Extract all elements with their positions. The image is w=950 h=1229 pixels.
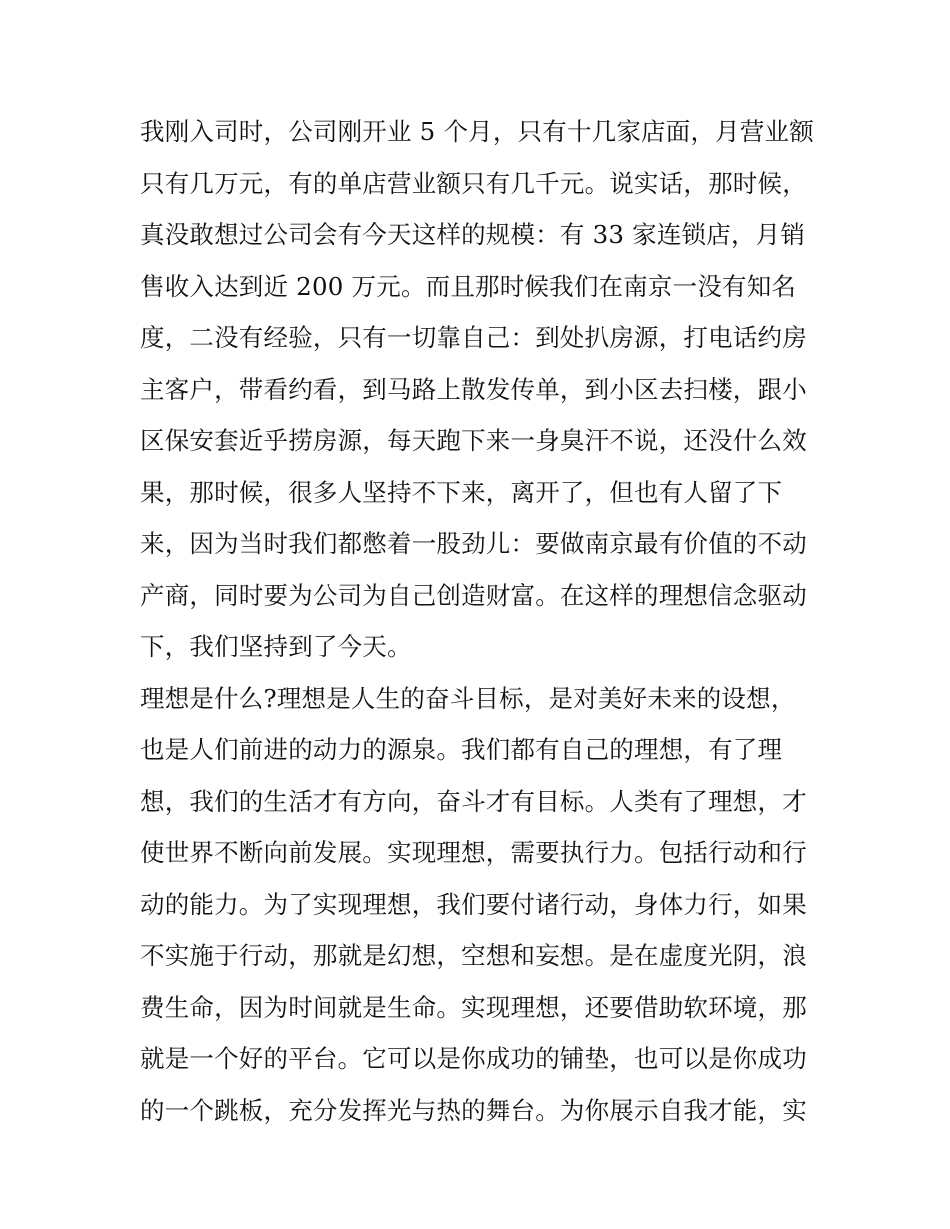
text-line: 产商，同时要为公司为自己创造财富。在这样的理想信念驱动 xyxy=(140,580,807,610)
text-line: 只有几万元，有的单店营业额只有几千元。说实话，那时候， xyxy=(140,168,807,198)
text-line: 使世界不断向前发展。实现理想，需要执行力。包括行动和行 xyxy=(140,838,807,867)
text-line: 动的能力。为了实现理想，我们要付诸行动，身体力行，如果 xyxy=(140,889,807,919)
text-line: 费生命，因为时间就是生命。实现理想，还要借助软环境，那 xyxy=(140,992,807,1022)
text-line: 就是一个好的平台。它可以是你成功的铺垫，也可以是你成功 xyxy=(140,1044,807,1073)
text-line: 也是人们前进的动力的源泉。我们都有自己的理想，有了理 xyxy=(140,735,783,764)
text-line: 主客户，带看约看，到马路上散发传单，到小区去扫楼，跟小 xyxy=(140,374,807,404)
text-line: 不实施于行动，那就是幻想，空想和妄想。是在虚度光阴，浪 xyxy=(140,941,807,970)
text-line: 真没敢想过公司会有今天这样的规模：有 33 家连锁店，月销 xyxy=(140,220,806,249)
text-line: 理想是什么?理想是人生的奋斗目标，是对美好未来的设想， xyxy=(140,683,796,713)
text-line: 度，二没有经验，只有一切靠自己：到处扒房源，打电话约房 xyxy=(140,323,807,352)
document-body xyxy=(140,106,820,1136)
paragraph-2 xyxy=(140,673,820,1137)
text-line: 来，因为当时我们都憋着一股劲儿：要做南京最有价值的不动 xyxy=(140,529,807,558)
text-line: 的一个跳板，充分发挥光与热的舞台。为你展示自我才能，实 xyxy=(140,1095,807,1125)
text-line: 下，我们坚持到了今天。 xyxy=(140,632,412,661)
text-line: 想，我们的生活才有方向，奋斗才有目标。人类有了理想，才 xyxy=(140,786,807,816)
text-line: 售收入达到近 200 万元。而且那时候我们在南京一没有知名 xyxy=(140,271,797,301)
text-line: 区保安套近乎捞房源，每天跑下来一身臭汗不说，还没什么效 xyxy=(140,426,807,455)
paragraph-1 xyxy=(140,106,820,673)
text-line: 我刚入司时，公司刚开业 5 个月，只有十几家店面，月营业额 xyxy=(140,117,814,146)
text-line: 果，那时候，很多人坚持不下来，离开了，但也有人留了下 xyxy=(140,477,783,507)
